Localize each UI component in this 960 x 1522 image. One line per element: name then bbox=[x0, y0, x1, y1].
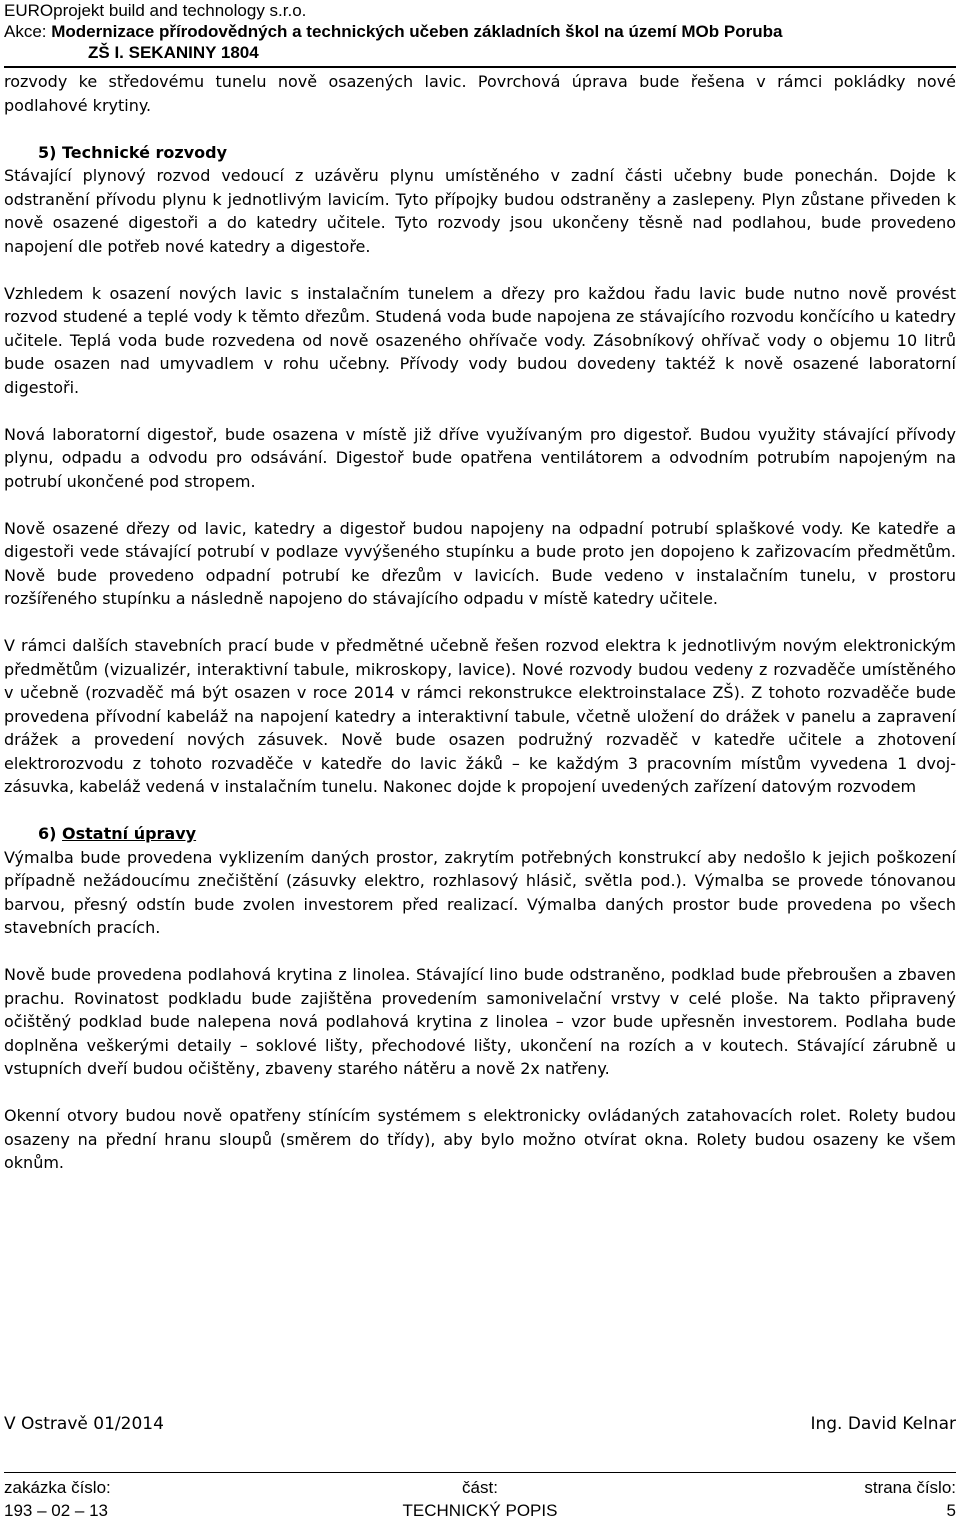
akce-label: Akce: bbox=[4, 22, 52, 41]
spacer bbox=[4, 117, 956, 141]
paragraph-drainage: Nově osazené dřezy od lavic, katedry a digestoř budou napojeny na odpadní potrubí splaškové vody. Ke katedře a digestoři vede stávající potrubí v podlaze vyvýšeného stupínku a bude proto jen dopojeno k zařizovacím předmětům. Nově bude provedeno odpadní potrubí ke dřezům v lavicích. Bude vedeno v instalačním tunelu, v prostoru rozšířeného stupínku a následně napojeno do stávajícího odpadu v místě katedry učitele. bbox=[4, 518, 956, 608]
order-number-label: zakázka číslo: bbox=[4, 1478, 111, 1497]
paragraph-gas: Stávající plynový rozvod vedoucí z uzávěru plynu umístěného v zadní části učebny bude ponechán. Dojde k odstranění přívodu plynu k jednotlivým lavicím. Tyto přípojky budou odstraněny a zaslepeny. Plyn zůstane přiveden k nově osazené digestoři a do katedry učitele. Tyto rozvody jsou ukončeny těsně nad podlahou, bude provedeno napojení dle potřeb nové katedry a digestoře. bbox=[4, 166, 956, 256]
signature-block bbox=[4, 1414, 956, 1438]
spacer bbox=[4, 1081, 956, 1105]
spacer bbox=[4, 258, 956, 282]
section-heading-5: 5) Technické rozvody bbox=[38, 142, 228, 162]
paragraph-painting: Výmalba bude provedena vyklizením daných prostor, zakrytím potřebných konstrukcí aby nedošlo k jejich poškození případně nežádoucímu znečištění (zásuvky elektro, rozhlasový hlásič, světla pod.). Výmalba se provede tónovanou barvou, přesný odstín bude zvolen investorem před realizací. Výmalba daných prostor bude provedena po všech stavebních pracích. bbox=[4, 847, 956, 937]
section-title: Ostatní úpravy bbox=[62, 824, 197, 843]
paragraph-water: Vzhledem k osazení nových lavic s instalačním tunelem a dřezy pro každou řadu lavic bude nutno nově provést rozvod studené a teplé vody k těmto dřezům. Studená voda bude napojena ze stávajícího rozvodu končícího u katedry učitele. Teplá voda bude rozvedena od nově osazeného ohřívače vody. Zásobníkový ohřívač vody o objemu 10 litrů bude osazen nad umyvadlem v rohu učebny. Přívody vody budou dovedeny taktéž k nově osazené laboratorní digestoři. bbox=[4, 283, 956, 397]
part-value: TECHNICKÝ POPIS bbox=[402, 1501, 558, 1520]
spacer bbox=[4, 940, 956, 964]
footer-part bbox=[390, 1476, 570, 1522]
document-body bbox=[4, 70, 956, 1175]
place-date: V Ostravě 01/2014 bbox=[4, 1414, 164, 1434]
spacer bbox=[4, 611, 956, 635]
author-name: Ing. David Kelnar bbox=[810, 1414, 956, 1434]
paragraph-electrical: V rámci dalších stavebních prací bude v předmětné učebně řešen rozvod elektra k jednotlivým novým elektronickým předmětům (vizualizér, interaktivní tabule, mikroskopy, lavice). Nové rozvody budou vedeny z rozvaděče umístěného v učebně (rozvaděč má být osazen v roce 2014 v rámci rekonstrukce elektroinstalace ZŠ). Z tohoto rozvaděče bude provedena přívodní kabeláž na napojení katedry a interaktivní tabule, včetně uložení do drážek v panelu a zapravení drážek a provedení nových zásuvek. Nově bude osazen podružný rozvaděč v katedře učitele a zhotovení elektrorozvodu z tohoto rozvaděče v katedře do lavic žáků – ke každým 3 pracovním místům vyvedena 1 dvoj-zásuvka, kabeláž vedená v instalačním tunelu. Nakonec dojde k propojení uvedených zařízení datovým rozvodem bbox=[4, 636, 956, 796]
company-name: EUROprojekt build and technology s.r.o. bbox=[4, 1, 307, 20]
paragraph-continuation: rozvody ke středovému tunelu nově osazených lavic. Povrchová úprava bude řešena v rámci pokládky nové podlahové krytiny. bbox=[4, 72, 956, 115]
spacer bbox=[4, 493, 956, 517]
footer-page-number bbox=[864, 1476, 956, 1522]
header-rule bbox=[4, 66, 956, 68]
part-label: část: bbox=[462, 1478, 498, 1497]
section-heading-6 bbox=[4, 822, 956, 846]
project-title-line bbox=[4, 21, 956, 42]
order-number-value: 193 – 02 – 13 bbox=[4, 1501, 108, 1520]
project-title: Modernizace přírodovědných a technických učeben základních škol na území MOb Poruba bbox=[51, 22, 783, 41]
paragraph-blinds: Okenní otvory budou nově opatřeny stínícím systémem s elektronicky ovládaných zatahovacích rolet. Rolety budou osazeny na přední hranu sloupů (směrem do třídy), aby bylo možno otvírat okna. Rolety budou osazeny ke všem oknům. bbox=[4, 1106, 956, 1172]
spacer bbox=[4, 799, 956, 823]
spacer bbox=[4, 399, 956, 423]
paragraph-flooring: Nově bude provedena podlahová krytina z linolea. Stávající lino bude odstraněno, podklad bude přebroušen a zbaven prachu. Rovinatost podkladu bude zajištěna provedením samonivelační vrstvy v celé ploše. Na takto připravený očištěný podklad bude nalepena nová podlahová krytina z linolea – vzor bude upřesněn investorem. Podlaha bude doplněna veškerými detaily – soklové lišty, přechodové lišty, ukončení na rozích a v koutech. Stávající zárubně u vstupních dveří budou očištěny, zbaveny starého nátěru a nově 2x natřeny. bbox=[4, 965, 956, 1078]
page-header bbox=[4, 0, 956, 63]
footer-rule bbox=[4, 1472, 956, 1473]
section-number: 6) bbox=[38, 824, 57, 843]
page-number-label: strana číslo: bbox=[864, 1478, 956, 1497]
school-name: ZŠ I. SEKANINY 1804 bbox=[88, 43, 259, 62]
paragraph-fume-hood: Nová laboratorní digestoř, bude osazena v místě již dříve využívaným pro digestoř. Budou využity stávající přívody plynu, odpadu a odvodu pro odsávání. Digestoř bude opatřena ventilátorem a odvodním potrubím napojeným na potrubí ukončené pod stropem. bbox=[4, 424, 956, 491]
page-number-value: 5 bbox=[946, 1501, 956, 1520]
footer-order-number bbox=[4, 1476, 111, 1522]
